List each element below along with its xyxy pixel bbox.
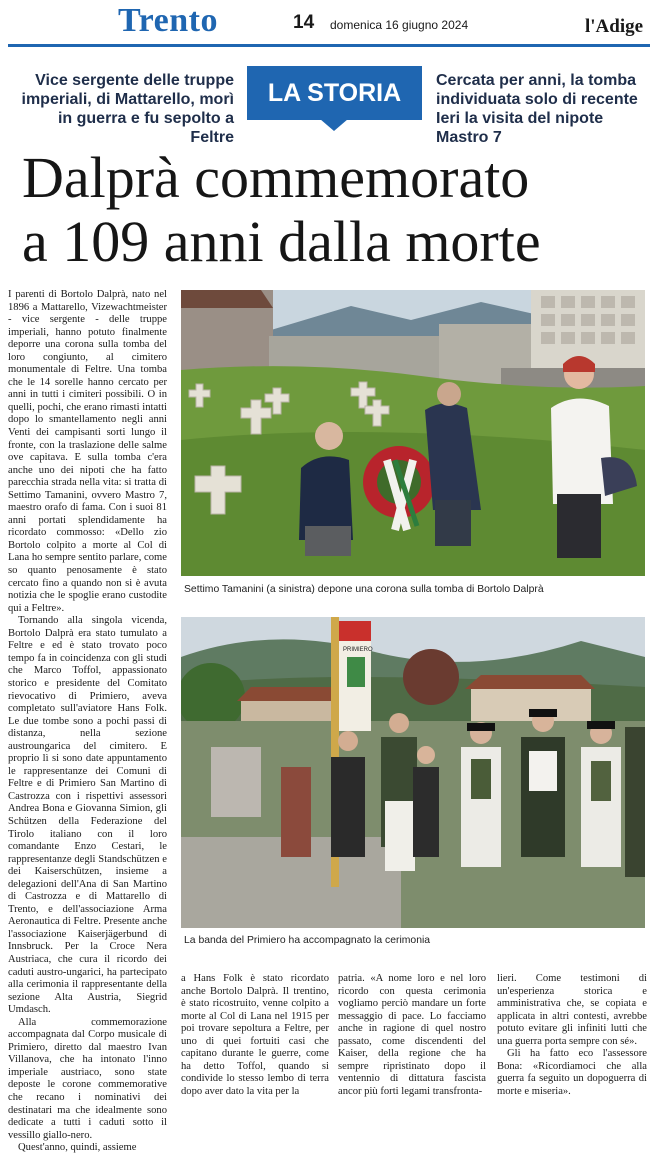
story-label: LA STORIA: [247, 66, 422, 120]
article-column-1: [8, 289, 167, 1155]
newspaper-logo: l'Adige: [585, 16, 644, 37]
paragraph: I parenti di Bortolo Dalprà, nato nel 1896 a Mattarello, Vizewachtmeister - vice sergente - delle truppe imperiali, hanno potuto finalmente deporre una corona sulla tomba del loro congiunto, al cimitero monumentale di Feltre. Una tomba che le 14 sorelle hanno cercato per anni in tutti i cimiteri possibili. O in quelli, pochi, che erano rimasti intatti dopo lo smantellamento negli anni Venti dei campisanti sorti lungo il fronte, con la traslazione delle salme ove capitava. E sulla tomba c'era anche uno dei nipoti che ha fatto parecchia strada nella vita: si tratta di Settimo Tamanini, ovvero Mastro 7, maestro orafo di fama. Con i suoi 81 anni portati splendidamente ha ricordato commosso: «Dello zio Bortolo colpito a morte al Col di Lana ho sempre sentito parlare, come so quanto penosamente è stato cercato fino a quando non si è avuta notizia che le spoglie erano custodite qui a Feltre».: [8, 289, 167, 614]
masthead-rule: [8, 44, 650, 47]
section-title: Trento: [118, 2, 218, 39]
photo-wreath-laying: [181, 290, 645, 576]
photo-caption: La banda del Primiero ha accompagnato la cerimonia: [184, 935, 431, 946]
kicker-right-line: Cercata per anni, la tomba: [436, 72, 637, 89]
paragraph: Alla commemorazione accompagnata dal Corpo musicale di Primiero, diretto dal maestro Ivan Villanova, che ha intonato l'inno imperiale austriaco, sono state deposte le corone commemorative che recano i nominativi dei destinatari ma che idealmente sono dedicate a tutti i caduti sotto il vessillo giallo-nero.: [8, 1016, 167, 1141]
story-label-pointer: [320, 119, 348, 131]
page-date: domenica 16 giugno 2024: [330, 18, 469, 32]
kicker-right-line: individuata solo di recente: [436, 91, 638, 108]
kicker-left-line: imperiali, di Mattarello, morì: [21, 91, 234, 108]
photo-wreath-illustration: [181, 290, 645, 576]
photo-band-ceremony: [181, 617, 645, 928]
paragraph: lieri. Come testimoni di un'esperienza storica e amministrativa che, se copiata e applicata in altri contesti, avrebbe potuto evitare gli infiniti lutti che una guerra porta sempre con sé».: [497, 973, 647, 1047]
kicker-left: [20, 71, 234, 147]
kicker-right: [436, 71, 656, 147]
paragraph: Quest'anno, quindi, assieme: [18, 1142, 137, 1154]
page-number: 14: [293, 12, 315, 33]
paragraph: patria. «A nome loro e nel loro ricordo con questa cerimonia vogliamo perciò mandare un forte messaggio di pace. Lo facciamo anche in ragione di quel nostro passato, come discendenti del Kaiser, della regione che ha sempre ripristinato dopo il ventennio di dittatura fascista ancor più forti legami transfronta-: [338, 973, 486, 1097]
paragraph: Tornando alla singola vicenda, Bortolo Dalprà era stato tumulato a Feltre e ed è stato trovato poco tempo fa in coincidenza con gli studi che Marco Toffol, appassionato storico e presidente del Comitato rievocativo di Primiero, aveva completato sull'aviatore Hans Folk. Le due tombe sono a pochi passi di distanza, nella sezione austroungarica del cimitero. E proprio lì si sono date appuntamento le rappresentanze dei Comuni di Feltre e di Primiero San Martino di Castrozza con i rispettivi assessori Andrea Bona e Giovanna Simion, gli Schützen della Federazione del Tirolo italiano con il loro comandante Enzo Cestari, le rappresentanze degli Standschützen e dei Kaiserschützen, insieme a delegazioni dell'Ana di San Martino di Castrozza e di Mattarello di Trento, e dell'associazione Arma Aeronautica di Feltre. Presente anche l'associazione Kaiserjägerbund di Innsbruck. Per la Croce Nera Austriaca, che cura il ricordo dei caduti austro-ungarici, ha partecipato alla cerimonia il rappresentante della sezione Alta Austria, Siegrid Umdasch.: [8, 615, 167, 1016]
photo-caption: Settimo Tamanini (a sinistra) depone una corona sulla tomba di Bortolo Dalprà: [184, 584, 544, 595]
headline-line: a 109 anni dalla morte: [22, 209, 541, 274]
banner-text: PRIMIERO: [343, 647, 373, 653]
paragraph: a Hans Folk è stato ricordato anche Bortolo Dalprà. Il trentino, è stato ricostruito, venne colpito a morte al Col di Lana nel 1915 per poi trovare sepoltura a Feltre, per uno di quei fortuiti casi che capitano durante le guerre, come ha detto Toffol, quando si condivide lo stesso lembo di terra dopo aver dato la vita per la: [181, 973, 329, 1097]
headline-line: Dalprà commemorato: [22, 145, 530, 210]
paragraph: Gli ha fatto eco l'assessore Bona: «Ricordiamoci che alla guerra fa seguito un dopoguerra di morte e miseria».: [497, 1048, 647, 1097]
headline: [22, 146, 642, 274]
kicker-left-line: in guerra e fu sepolto a Feltre: [57, 110, 234, 146]
kicker-left-line: Vice sergente delle truppe: [35, 72, 234, 89]
kicker-right-line: Ieri la visita del nipote Mastro 7: [436, 110, 604, 146]
photo-band-illustration: [181, 617, 645, 928]
